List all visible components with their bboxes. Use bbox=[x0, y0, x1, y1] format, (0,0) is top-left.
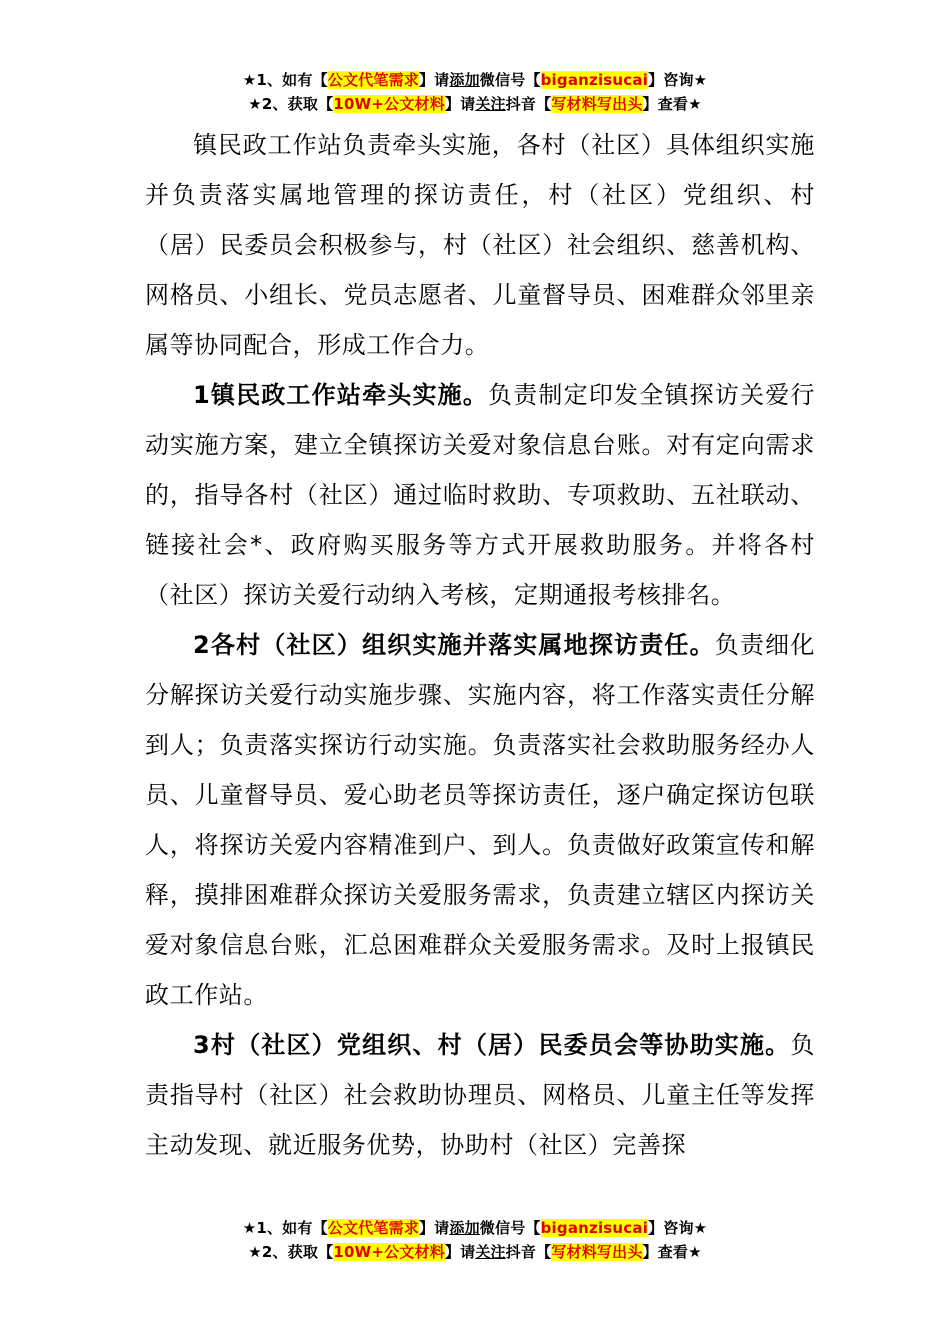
paragraph-2 bbox=[145, 370, 815, 620]
highlight-service: 公文代笔需求 bbox=[327, 71, 419, 89]
underlined-text: 添加 bbox=[449, 71, 480, 89]
underlined-text: 添加 bbox=[449, 1219, 480, 1237]
header-banner bbox=[0, 68, 950, 116]
paragraph-4-heading: 3村（社区）党组织、村（居）民委员会等协助实施。 bbox=[193, 1031, 791, 1059]
highlight-materials: 10W+公文材料 bbox=[333, 95, 445, 113]
paragraph-4-body: 负责指导村（社区）社会救助协理员、网格员、儿童主任等发挥主动发现、就近服务优势，协助村（社区）完善探 bbox=[145, 1031, 815, 1159]
banner-text: 】请 bbox=[444, 1243, 476, 1261]
banner-text: ★2、获取【 bbox=[248, 1243, 334, 1261]
banner-text: 】咨询★ bbox=[648, 71, 708, 89]
underlined-text: 关注 bbox=[475, 1243, 506, 1261]
banner-text: 微信号【 bbox=[479, 1219, 541, 1237]
banner-text: 】查看★ bbox=[642, 95, 702, 113]
banner-text: 抖音【 bbox=[505, 1243, 552, 1261]
banner-line-2 bbox=[0, 1240, 950, 1264]
paragraph-3 bbox=[145, 620, 815, 1020]
banner-text: ★2、获取【 bbox=[248, 95, 334, 113]
banner-line-1 bbox=[0, 1216, 950, 1240]
banner-text: 】请 bbox=[418, 71, 450, 89]
paragraph-4 bbox=[145, 1020, 815, 1170]
highlight-douyin-id: 写材料写出头 bbox=[551, 95, 643, 113]
banner-line-2 bbox=[0, 92, 950, 116]
highlight-service: 公文代笔需求 bbox=[327, 1219, 419, 1237]
paragraph-1: 镇民政工作站负责牵头实施，各村（社区）具体组织实施并负责落实属地管理的探访责任，村（社区）党组织、村（居）民委员会积极参与，村（社区）社会组织、慈善机构、网格员、小组长、党员志愿者、儿童督导员、困难群众邻里亲属等协同配合，形成工作合力。 bbox=[145, 131, 815, 359]
underlined-text: 关注 bbox=[475, 95, 506, 113]
banner-text: ★1、如有【 bbox=[242, 1219, 328, 1237]
paragraph-3-body: 负责细化分解探访关爱行动实施步骤、实施内容，将工作落实责任分解到人；负责落实探访行动实施。负责落实社会救助服务经办人员、儿童督导员、爱心助老员等探访责任，逐户确定探访包联人，将探访关爱内容精准到户、到人。负责做好政策宣传和解释，摸排困难群众探访关爱服务需求，负责建立辖区内探访关爱对象信息台账，汇总困难群众关爱服务需求。及时上报镇民政工作站。 bbox=[145, 631, 815, 1009]
paragraph-2-heading: 1镇民政工作站牵头实施。 bbox=[193, 381, 489, 409]
paragraph-2-body: 负责制定印发全镇探访关爱行动实施方案，建立全镇探访关爱对象信息台账。对有定向需求的，指导各村（社区）通过临时救助、专项救助、五社联动、链接社会*、政府购买服务等方式开展救助服务。并将各村（社区）探访关爱行动纳入考核，定期通报考核排名。 bbox=[145, 381, 815, 609]
banner-text: 】咨询★ bbox=[648, 1219, 708, 1237]
banner-text: 】查看★ bbox=[642, 1243, 702, 1261]
banner-text: ★1、如有【 bbox=[242, 71, 328, 89]
footer-banner bbox=[0, 1216, 950, 1264]
highlight-wechat-id: biganzisucai bbox=[540, 1219, 649, 1237]
banner-text: 】请 bbox=[444, 95, 476, 113]
banner-line-1 bbox=[0, 68, 950, 92]
highlight-douyin-id: 写材料写出头 bbox=[551, 1243, 643, 1261]
banner-text: 】请 bbox=[418, 1219, 450, 1237]
paragraph-3-heading: 2各村（社区）组织实施并落实属地探访责任。 bbox=[193, 631, 715, 659]
document-body bbox=[145, 120, 815, 1170]
banner-text: 抖音【 bbox=[505, 95, 552, 113]
highlight-materials: 10W+公文材料 bbox=[333, 1243, 445, 1261]
highlight-wechat-id: biganzisucai bbox=[540, 71, 649, 89]
banner-text: 微信号【 bbox=[479, 71, 541, 89]
